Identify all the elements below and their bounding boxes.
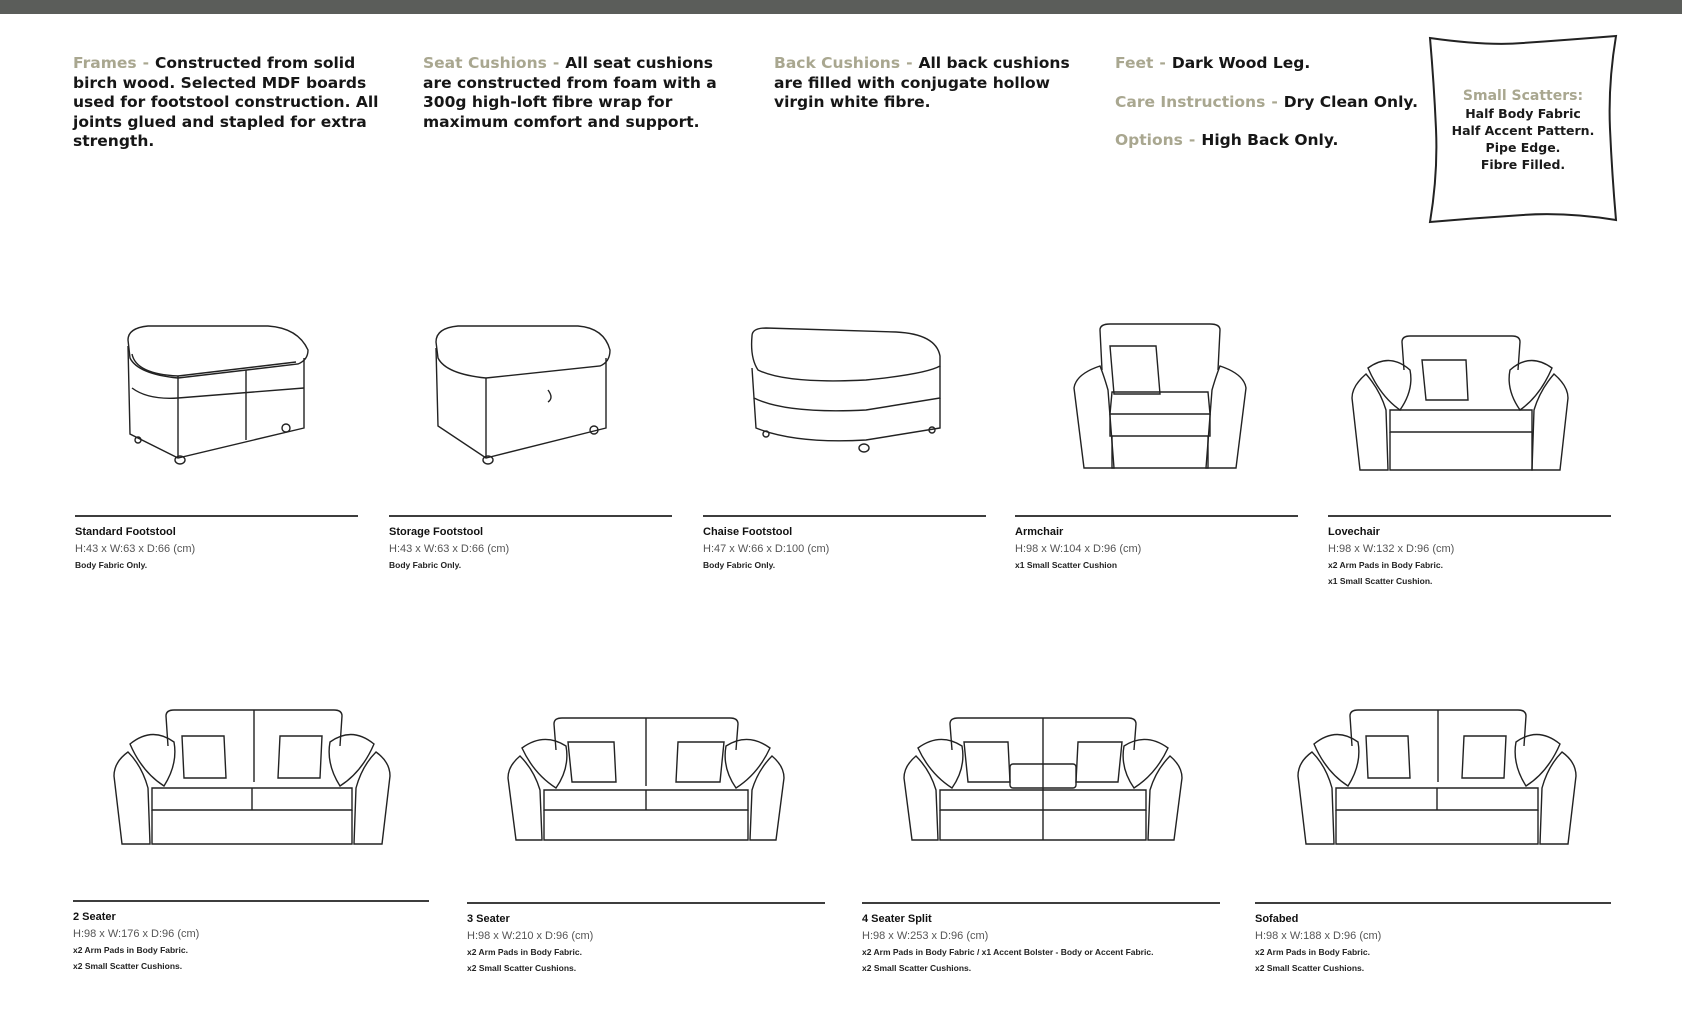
product-dimensions: H:47 x W:66 x D:100 (cm) <box>703 543 830 555</box>
product-note: x2 Small Scatter Cushions. <box>1255 963 1365 973</box>
spec-label: Options <box>1115 131 1183 149</box>
product-note: x2 Arm Pads in Body Fabric. <box>1255 947 1370 957</box>
product-storage-footstool <box>389 515 672 576</box>
storage-footstool-illustration <box>428 318 618 468</box>
product-dimensions: H:98 x W:176 x D:96 (cm) <box>73 928 200 940</box>
product-note: Body Fabric Only. <box>75 560 148 570</box>
3-seater-illustration <box>506 716 786 846</box>
product-note: x2 Small Scatter Cushions. <box>862 963 972 973</box>
spec-label: Care Instructions <box>1115 92 1266 111</box>
product-dimensions: H:98 x W:104 x D:96 (cm) <box>1015 543 1142 555</box>
divider <box>862 902 1220 904</box>
spec-text: Dry Clean Only. <box>1283 92 1418 111</box>
divider <box>1328 515 1611 517</box>
divider <box>389 515 672 517</box>
product-dimensions: H:43 x W:63 x D:66 (cm) <box>75 543 196 555</box>
spec-separator: - <box>1159 54 1166 72</box>
product-note: Body Fabric Only. <box>703 560 776 570</box>
product-name: 2 Seater <box>73 911 116 923</box>
spec-separator: - <box>142 54 150 72</box>
product-note: x2 Arm Pads in Body Fabric / x1 Accent Bolster - Body or Accent Fabric. <box>862 947 1154 957</box>
scatter-title: Small Scatters: <box>1462 88 1584 104</box>
product-dimensions: H:98 x W:188 x D:96 (cm) <box>1255 930 1382 942</box>
top-bar <box>0 0 1682 14</box>
product-name: Armchair <box>1015 526 1064 538</box>
scatter-line: Fibre Filled. <box>1480 157 1566 172</box>
product-lovechair <box>1328 515 1611 592</box>
product-name: Chaise Footstool <box>703 526 793 538</box>
standard-footstool-illustration <box>118 318 318 468</box>
product-standard-footstool <box>75 515 358 576</box>
divider <box>703 515 986 517</box>
spec-label: Seat Cushions <box>423 54 547 72</box>
scatter-line: Pipe Edge. <box>1485 140 1561 155</box>
spec-text: All back cushions are filled with conjugate hollow virgin white fibre. <box>774 54 1070 111</box>
spec-text: All seat cushions are constructed from foam with a 300g high-loft fibre wrap for maximum comfort and support. <box>423 54 717 131</box>
sofabed-illustration <box>1296 706 1578 850</box>
spec-label: Feet <box>1115 54 1154 72</box>
scatter-line: Half Body Fabric <box>1465 106 1581 121</box>
spec-feet <box>1115 54 1415 74</box>
armchair-illustration <box>1070 318 1250 478</box>
scatter-line: Half Accent Pattern. <box>1451 123 1595 138</box>
divider <box>1015 515 1298 517</box>
product-note: x2 Arm Pads in Body Fabric. <box>1328 560 1443 570</box>
product-2-seater <box>73 900 429 977</box>
product-name: Storage Footstool <box>389 526 484 538</box>
product-3-seater <box>467 902 825 979</box>
product-note: x2 Small Scatter Cushions. <box>73 961 183 971</box>
product-note: Body Fabric Only. <box>389 560 462 570</box>
2-seater-illustration <box>112 706 392 850</box>
product-name: Sofabed <box>1255 913 1299 925</box>
product-note: x1 Small Scatter Cushion <box>1015 560 1118 570</box>
product-sofabed <box>1255 902 1611 979</box>
product-chaise-footstool <box>703 515 986 576</box>
spec-frames <box>73 54 393 152</box>
spec-text: Constructed from solid birch wood. Selected MDF boards used for footstool construction. All joints glued and stapled for extra strength. <box>73 54 379 150</box>
spec-options <box>1115 131 1415 151</box>
spec-label: Frames <box>73 54 137 72</box>
product-dimensions: H:98 x W:253 x D:96 (cm) <box>862 930 989 942</box>
product-armchair <box>1015 515 1298 576</box>
lovechair-illustration <box>1350 330 1570 480</box>
divider <box>73 900 429 902</box>
product-4-seater-split <box>862 902 1220 979</box>
spec-separator: - <box>906 54 913 72</box>
product-name: 3 Seater <box>467 913 510 925</box>
product-name: Lovechair <box>1328 526 1380 538</box>
spec-back-cushions <box>774 54 1076 113</box>
4-seater-split-illustration <box>902 716 1184 846</box>
scatter-description <box>1426 88 1620 173</box>
spec-text: High Back Only. <box>1201 131 1339 149</box>
product-dimensions: H:98 x W:132 x D:96 (cm) <box>1328 543 1455 555</box>
product-dimensions: H:43 x W:63 x D:66 (cm) <box>389 543 510 555</box>
divider <box>467 902 825 904</box>
product-name: 4 Seater Split <box>862 913 932 925</box>
product-name: Standard Footstool <box>75 526 176 538</box>
spec-separator: - <box>1188 131 1196 149</box>
product-note: x1 Small Scatter Cushion. <box>1328 576 1433 586</box>
spec-text: Dark Wood Leg. <box>1171 54 1311 72</box>
spec-label: Back Cushions <box>774 54 901 72</box>
divider <box>1255 902 1611 904</box>
product-dimensions: H:98 x W:210 x D:96 (cm) <box>467 930 594 942</box>
spec-seat-cushions <box>423 54 733 132</box>
spec-separator: - <box>1271 92 1278 111</box>
spec-separator: - <box>552 54 560 72</box>
product-note: x2 Arm Pads in Body Fabric. <box>467 947 582 957</box>
spec-column-4 <box>1115 54 1418 170</box>
spec-care <box>1115 92 1418 113</box>
product-note: x2 Small Scatter Cushions. <box>467 963 577 973</box>
product-note: x2 Arm Pads in Body Fabric. <box>73 945 188 955</box>
chaise-footstool-illustration <box>746 318 946 468</box>
divider <box>75 515 358 517</box>
